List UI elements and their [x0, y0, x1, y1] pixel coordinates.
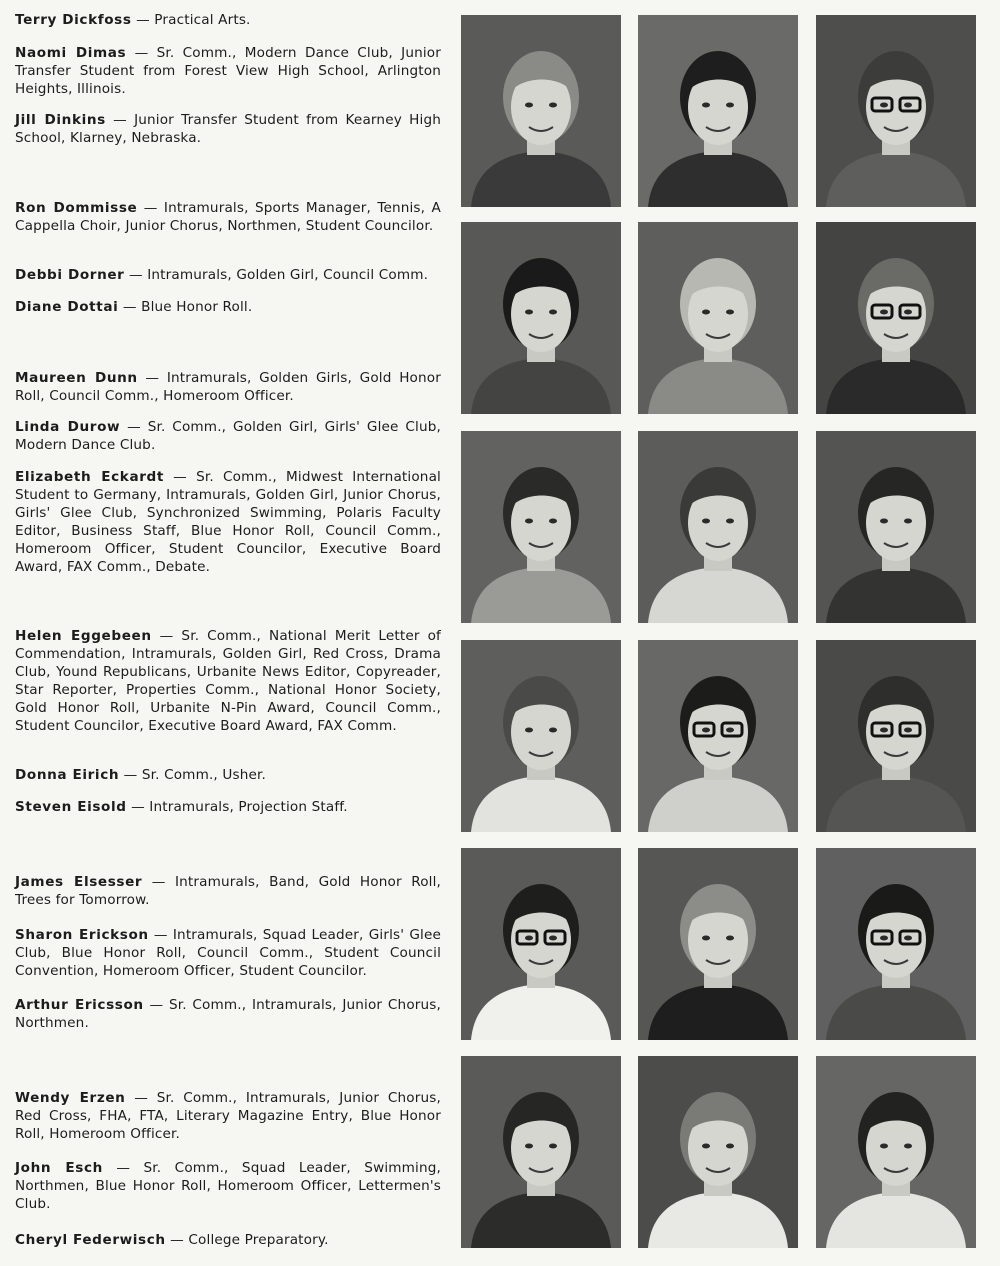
bio-entry: John Esch — Sr. Comm., Squad Leader, Swimming, Northmen, Blue Honor Roll, Homeroom Officer, Lettermen's Club. [15, 1160, 441, 1212]
student-activities: Intramurals, Projection Staff. [149, 799, 348, 815]
student-name: James Elsesser [15, 874, 143, 890]
portrait-graphic [638, 848, 798, 1040]
student-name: Arthur Ericsson [15, 997, 144, 1013]
student-activities: Sr. Comm., Modern Dance Club, Junior Transfer Student from Forest View High School, Arlington Heights, Illinois. [15, 45, 441, 97]
bio-entry: Debbi Dorner — Intramurals, Golden Girl, Council Comm. [15, 267, 429, 283]
student-name: Helen Eggebeen [15, 628, 152, 644]
portrait-eye-left [525, 728, 533, 733]
portrait-eye-right [904, 936, 912, 941]
portrait-eye-right [726, 936, 734, 941]
student-portrait [816, 848, 976, 1040]
student-activities: Practical Arts. [154, 12, 251, 28]
student-name: Wendy Erzen [15, 1090, 126, 1106]
student-activities: Intramurals, Band, Gold Honor Roll, Trees for Tomorrow. [15, 874, 441, 908]
student-name: Steven Eisold [15, 799, 127, 815]
portrait-graphic [461, 431, 621, 623]
student-portrait [638, 1056, 798, 1248]
portrait-eye-right [726, 103, 734, 108]
portrait-graphic [461, 848, 621, 1040]
bio-entry: Arthur Ericsson — Sr. Comm., Intramurals, Junior Chorus, Northmen. [15, 997, 441, 1031]
portrait-eye-right [726, 519, 734, 524]
student-portrait [816, 431, 976, 623]
portrait-eye-right [904, 310, 912, 315]
student-portrait [816, 1056, 976, 1248]
portrait-eye-left [702, 519, 710, 524]
portrait-eye-right [549, 936, 557, 941]
portrait-graphic [461, 222, 621, 414]
student-portrait [461, 848, 621, 1040]
bio-entry: Naomi Dimas — Sr. Comm., Modern Dance Club, Junior Transfer Student from Forest View High School, Arlington Heights, Illinois. [15, 45, 441, 97]
portrait-eye-right [726, 728, 734, 733]
portrait-graphic [638, 222, 798, 414]
portrait-graphic [816, 640, 976, 832]
portrait-eye-right [549, 103, 557, 108]
portrait-graphic [638, 1056, 798, 1248]
portrait-eye-left [702, 728, 710, 733]
portrait-eye-right [904, 103, 912, 108]
portrait-eye-left [880, 728, 888, 733]
student-activities: Intramurals, Squad Leader, Girls' Glee Club, Blue Honor Roll, Council Comm., Student Council Convention, Homeroom Officer, Student Councilor. [15, 927, 441, 979]
bio-entry: Steven Eisold — Intramurals, Projection Staff. [15, 799, 348, 815]
student-activities: Intramurals, Golden Girls, Gold Honor Roll, Council Comm., Homeroom Officer. [15, 370, 441, 404]
bio-entry: Maureen Dunn — Intramurals, Golden Girls, Gold Honor Roll, Council Comm., Homeroom Officer. [15, 370, 441, 404]
portrait-eye-right [549, 1144, 557, 1149]
portrait-eye-left [702, 310, 710, 315]
portrait-eye-right [549, 310, 557, 315]
portrait-graphic [816, 848, 976, 1040]
student-portrait [638, 431, 798, 623]
student-name: Maureen Dunn [15, 370, 138, 386]
student-name: Linda Durow [15, 419, 121, 435]
bio-entry: Sharon Erickson — Intramurals, Squad Leader, Girls' Glee Club, Blue Honor Roll, Council Comm., Student Council Convention, Homeroom Officer, Student Councilor. [15, 927, 441, 979]
student-activities: Sr. Comm., Intramurals, Junior Chorus, Northmen. [15, 997, 441, 1031]
student-portrait [461, 640, 621, 832]
portrait-eye-left [880, 1144, 888, 1149]
student-activities: Sr. Comm., Intramurals, Junior Chorus, Red Cross, FHA, FTA, Literary Magazine Entry, Blue Honor Roll, Homeroom Officer. [15, 1090, 441, 1142]
student-portrait [638, 640, 798, 832]
bio-entry: Elizabeth Eckardt — Sr. Comm., Midwest International Student to Germany, Intramurals, Golden Girl, Junior Chorus, Girls' Glee Club, Synchronized Swimming, Polaris Faculty Editor, Business Staff, Blue Honor Roll, Council Comm., Homeroom Officer, Student Councilor, Executive Board Award, FAX Comm., Debate. [15, 469, 441, 575]
portrait-eye-left [525, 310, 533, 315]
student-portrait [638, 15, 798, 207]
bio-entry: Ron Dommisse — Intramurals, Sports Manager, Tennis, A Cappella Choir, Junior Chorus, Northmen, Student Councilor. [15, 200, 441, 234]
portrait-graphic [638, 431, 798, 623]
bio-entry: Terry Dickfoss — Practical Arts. [15, 12, 251, 28]
student-activities: Junior Transfer Student from Kearney High School, Klarney, Nebraska. [15, 112, 441, 146]
student-portrait [461, 222, 621, 414]
portrait-graphic [638, 15, 798, 207]
bio-entry: Donna Eirich — Sr. Comm., Usher. [15, 767, 266, 783]
portrait-eye-left [880, 519, 888, 524]
bio-entry: Wendy Erzen — Sr. Comm., Intramurals, Junior Chorus, Red Cross, FHA, FTA, Literary Magazine Entry, Blue Honor Roll, Homeroom Officer. [15, 1090, 441, 1142]
portrait-graphic [816, 15, 976, 207]
student-portrait [461, 431, 621, 623]
student-activities: Blue Honor Roll. [141, 299, 253, 315]
student-activities: Intramurals, Sports Manager, Tennis, A Cappella Choir, Junior Chorus, Northmen, Student Councilor. [15, 200, 441, 234]
student-name: Jill Dinkins [15, 112, 106, 128]
student-portrait [461, 1056, 621, 1248]
student-name: Donna Eirich [15, 767, 120, 783]
portrait-eye-left [702, 1144, 710, 1149]
student-activities: College Preparatory. [188, 1232, 329, 1248]
student-portrait [461, 15, 621, 207]
student-portrait [816, 222, 976, 414]
portrait-eye-right [904, 1144, 912, 1149]
student-name: Cheryl Federwisch [15, 1232, 166, 1248]
portrait-graphic [461, 15, 621, 207]
bio-entry: James Elsesser — Intramurals, Band, Gold Honor Roll, Trees for Tomorrow. [15, 874, 441, 908]
portrait-eye-left [880, 936, 888, 941]
student-activities: Intramurals, Golden Girl, Council Comm. [147, 267, 429, 283]
bio-entry: Linda Durow — Sr. Comm., Golden Girl, Girls' Glee Club, Modern Dance Club. [15, 419, 441, 453]
portrait-eye-right [549, 728, 557, 733]
portrait-eye-left [525, 1144, 533, 1149]
portrait-eye-right [904, 519, 912, 524]
student-portrait [816, 640, 976, 832]
portrait-graphic [816, 222, 976, 414]
student-name: Naomi Dimas [15, 45, 127, 61]
portrait-eye-left [702, 103, 710, 108]
portrait-eye-left [702, 936, 710, 941]
portrait-eye-right [549, 519, 557, 524]
student-activities: Sr. Comm., National Merit Letter of Commendation, Intramurals, Golden Girl, Red Cross, Drama Club, Yound Republicans, Urbanite News Editor, Copyreader, Star Reporter, Properties Comm., National Honor Society, Gold Honor Roll, Urbanite N-Pin Award, Council Comm., Student Councilor, Executive Board Award, FAX Comm. [15, 628, 441, 734]
bio-entry: Cheryl Federwisch — College Preparatory. [15, 1232, 329, 1248]
portrait-eye-left [880, 310, 888, 315]
portrait-eye-left [525, 519, 533, 524]
student-name: Diane Dottai [15, 299, 119, 315]
student-activities: Sr. Comm., Golden Girl, Girls' Glee Club, Modern Dance Club. [15, 419, 441, 453]
student-name: Ron Dommisse [15, 200, 138, 216]
bio-entry: Jill Dinkins — Junior Transfer Student from Kearney High School, Klarney, Nebraska. [15, 112, 441, 146]
portrait-eye-right [726, 310, 734, 315]
student-activities: Sr. Comm., Usher. [141, 767, 266, 783]
portrait-eye-right [904, 728, 912, 733]
student-name: Terry Dickfoss [15, 12, 132, 28]
portrait-graphic [461, 1056, 621, 1248]
portrait-eye-right [726, 1144, 734, 1149]
student-activities: Sr. Comm., Squad Leader, Swimming, Northmen, Blue Honor Roll, Homeroom Officer, Lettermen's Club. [15, 1160, 441, 1212]
portrait-eye-left [525, 936, 533, 941]
portrait-graphic [816, 431, 976, 623]
student-name: Elizabeth Eckardt [15, 469, 164, 485]
bio-entry: Helen Eggebeen — Sr. Comm., National Merit Letter of Commendation, Intramurals, Golden Girl, Red Cross, Drama Club, Yound Republicans, Urbanite News Editor, Copyreader, Star Reporter, Properties Comm., National Honor Society, Gold Honor Roll, Urbanite N-Pin Award, Council Comm., Student Councilor, Executive Board Award, FAX Comm. [15, 628, 441, 734]
portrait-graphic [816, 1056, 976, 1248]
student-name: Debbi Dorner [15, 267, 125, 283]
student-portrait [816, 15, 976, 207]
student-activities: Sr. Comm., Midwest International Student to Germany, Intramurals, Golden Girl, Junior Chorus, Girls' Glee Club, Synchronized Swimming, Polaris Faculty Editor, Business Staff, Blue Honor Roll, Council Comm., Homeroom Officer, Student Councilor, Executive Board Award, FAX Comm., Debate. [15, 469, 441, 575]
portrait-eye-left [880, 103, 888, 108]
student-name: John Esch [15, 1160, 103, 1176]
portrait-eye-left [525, 103, 533, 108]
student-portrait [638, 222, 798, 414]
portrait-graphic [638, 640, 798, 832]
bio-entry: Diane Dottai — Blue Honor Roll. [15, 299, 253, 315]
portrait-graphic [461, 640, 621, 832]
student-name: Sharon Erickson [15, 927, 149, 943]
student-portrait [638, 848, 798, 1040]
